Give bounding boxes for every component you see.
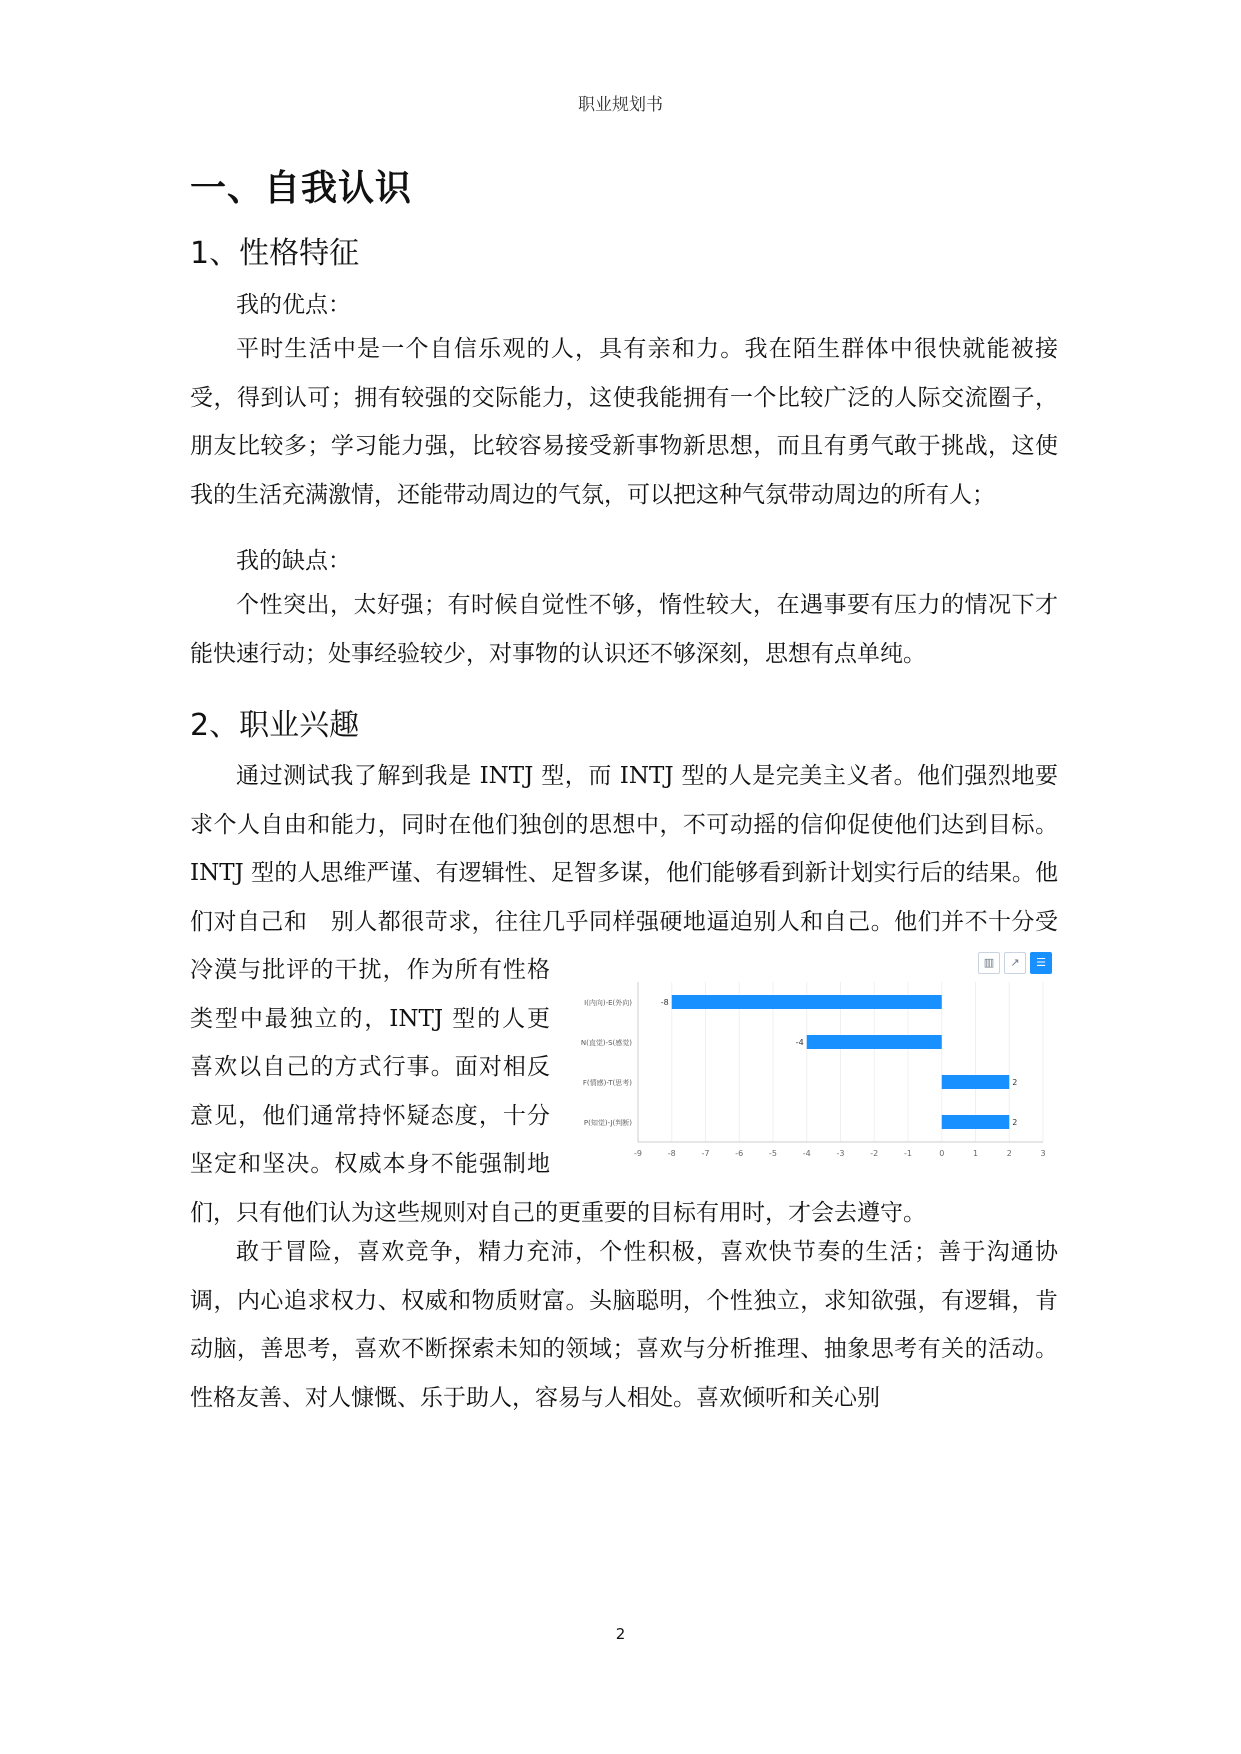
chart-toolbar <box>978 952 1052 974</box>
x-tick-label: -6 <box>735 1149 744 1158</box>
bar <box>942 1115 1010 1129</box>
chapter-heading: 一、自我认识 <box>190 168 413 209</box>
horizontal-bar-icon[interactable]: ☰ <box>1030 952 1052 974</box>
x-tick-label: -7 <box>701 1149 710 1158</box>
page-header: 职业规划书 <box>578 95 663 115</box>
x-tick-label: -5 <box>769 1149 777 1158</box>
data-label: 2 <box>1012 1078 1018 1087</box>
x-tick-label: 2 <box>1006 1149 1012 1158</box>
weakness-paragraph: 个性突出，太好强；有时候自觉性不够，惰性较大，在遇事要有压力的情况下才能快速行动；处事经验较少，对事物的认识还不够深刻，思想有点单纯。 <box>190 592 1058 667</box>
bar <box>807 1035 942 1049</box>
category-label: N(直觉)-S(感觉) <box>580 1039 632 1047</box>
bar <box>942 1075 1010 1089</box>
intj-paragraph-text: 通过测试我了解到我是 INTJ 型，而 INTJ 型的人是完美主义者。他们强烈地要求个人自由和能力，同时在他们独创的思想中，不可动摇的信仰促使他们达到目标。INTJ 型的人思维严谨、有逻辑性、足智多谋，他们能够看到新计划实行后的结果。他们对自己和 别人都很苛求，往往几乎同样强硬地逼迫别人和自己。他们并不十分受冷漠与批评的干扰，作为所有性格类型中最独立的，INTJ 型的人更喜欢以自己的方式行事。面对相反意见，他们通常持怀疑态度，十分坚定和坚决。权威本身不能强制地们，只有他们认为这些规则对自己的更重要的目标有用时，才会去遵守。 <box>190 763 1058 1226</box>
category-label: I(内向)-E(外向) <box>584 999 632 1007</box>
x-tick-label: -1 <box>904 1149 912 1158</box>
bar-chart-icon[interactable]: ▥ <box>978 952 1000 974</box>
category-label: P(知觉)-J(判断) <box>583 1119 632 1127</box>
strengths-paragraph: 平时生活中是一个自信乐观的人，具有亲和力。我在陌生群体中很快就能被接受，得到认可；拥有较强的交际能力，这使我能拥有一个比较广泛的人际交流圈子，朋友比较多；学习能力强，比较容易接受新事物新思想，而且有勇气敢于挑战，这使我的生活充满激情，还能带动周边的气氛，可以把这种气氛带动周边的所有人； <box>190 336 1058 508</box>
section-heading-personality: 1、性格特征 <box>190 236 360 271</box>
mbti-chart <box>568 946 1058 1172</box>
x-tick-label: -2 <box>870 1149 879 1158</box>
traits-paragraph: 敢于冒险，喜欢竞争，精力充沛，个性积极，喜欢快节奏的生活；善于沟通协调，内心追求权力、权威和物质财富。头脑聪明，个性独立，求知欲强，有逻辑，肯动脑，善思考，喜欢不断探索未知的领域；喜欢与分析推理、抽象思考有关的活动。性格友善、对人慷慨、乐于助人，容易与人相处。喜欢倾听和关心别 <box>190 1239 1058 1411</box>
strengths-label: 我的优点： <box>236 292 351 318</box>
section-heading-interest: 2、职业兴趣 <box>190 708 360 743</box>
line-chart-icon[interactable]: ↗ <box>1004 952 1026 974</box>
data-label: -4 <box>795 1038 804 1047</box>
bar <box>672 995 942 1009</box>
x-tick-label: -3 <box>836 1149 845 1158</box>
chart-plot-area <box>568 946 1058 1172</box>
intj-paragraph <box>190 752 1058 1237</box>
data-label: 2 <box>1012 1118 1018 1127</box>
page-number: 2 <box>615 1625 626 1643</box>
weakness-label: 我的缺点： <box>236 548 351 574</box>
x-tick-label: -9 <box>634 1149 642 1158</box>
data-label: -8 <box>660 998 669 1007</box>
x-tick-label: 0 <box>939 1149 945 1158</box>
x-tick-label: 1 <box>972 1149 979 1158</box>
category-label: F(情感)-T(思考) <box>582 1079 632 1087</box>
x-tick-label: 3 <box>1040 1149 1046 1158</box>
x-tick-label: -4 <box>802 1149 811 1158</box>
x-tick-label: -8 <box>667 1149 676 1158</box>
